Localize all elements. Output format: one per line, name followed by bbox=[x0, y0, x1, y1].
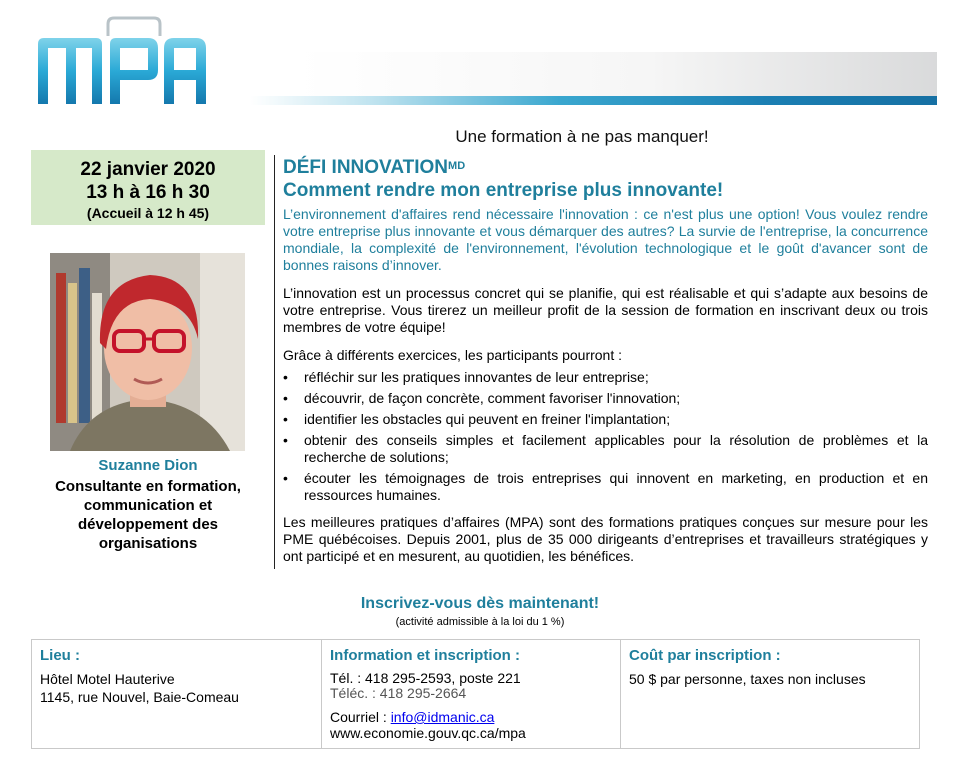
benefits-list bbox=[283, 369, 928, 504]
list-item: • découvrir, de façon concrète, comment favoriser l'innovation; bbox=[283, 390, 928, 407]
location-line-1: Hôtel Motel Hauterive bbox=[40, 671, 175, 687]
column-divider bbox=[274, 155, 275, 569]
mpa-logo bbox=[36, 14, 212, 110]
list-item: • obtenir des conseils simples et facilement applicables pour la résolution de problèmes et la recherche de solutions; bbox=[283, 432, 928, 466]
intro-paragraph: L’environnement d'affaires rend nécessaire l'innovation : ce n'est plus une option! Vous voulez rendre votre entreprise plus innovante et vous démarquer des autres? La survie de l'entreprise, la concurrence mondiale, la complexité de l'environnement, l'évolution technologique et le goût d'avancer sont de bonnes raisons d’innover. bbox=[283, 206, 928, 273]
list-item: • réfléchir sur les pratiques innovantes de leur entreprise; bbox=[283, 369, 928, 386]
contact-heading: Information et inscription : bbox=[330, 647, 520, 664]
contact-email-link[interactable]: info@idmanic.ca bbox=[390, 709, 495, 725]
event-time: 13 h à 16 h 30 bbox=[86, 182, 210, 203]
speaker-photo bbox=[50, 253, 245, 451]
cost-heading: Coût par inscription : bbox=[629, 647, 781, 664]
cost-value: 50 $ par personne, taxes non incluses bbox=[629, 671, 866, 687]
contact-website: www.economie.gouv.qc.ca/mpa bbox=[330, 725, 526, 741]
cost-cell bbox=[621, 640, 919, 748]
contact-email-label: Courriel : bbox=[330, 709, 391, 725]
signup-note: (activité admissible à la loi du 1 %) bbox=[395, 616, 565, 628]
content-subtitle: Comment rendre mon entreprise plus innovante! bbox=[283, 180, 724, 201]
paragraph-1: L’innovation est un processus concret qui se planifie, qui est réalisable et qui s’adapte aux besoins de votre entreprise. Vous tirerez un meilleur profit de la session de formation en inscrivant deux ou trois membres de votre équipe! bbox=[283, 285, 928, 335]
list-item: • identifier les obstacles qui peuvent en freiner l'implantation; bbox=[283, 411, 928, 428]
list-item: • écouter les témoignages de trois entreprises qui innovent en marketing, en production et en ressources humaines. bbox=[283, 470, 928, 504]
location-line-2: 1145, rue Nouvel, Baie-Comeau bbox=[40, 689, 239, 705]
speaker-name: Suzanne Dion bbox=[98, 457, 198, 474]
contact-phone: Tél. : 418 295-2593, poste 221 bbox=[330, 670, 521, 686]
location-heading: Lieu : bbox=[40, 647, 80, 664]
main-content bbox=[283, 156, 928, 565]
content-title bbox=[283, 156, 928, 180]
contact-cell bbox=[322, 640, 621, 748]
list-intro: Grâce à différents exercices, les participants pourront : bbox=[283, 347, 623, 363]
event-date-box bbox=[31, 150, 265, 225]
signup-cta: Inscrivez-vous dès maintenant! bbox=[360, 595, 600, 612]
event-reception: (Accueil à 12 h 45) bbox=[86, 205, 210, 221]
content-title-text: DÉFI INNOVATION bbox=[283, 157, 449, 178]
speaker-title: Consultante en formation, communication et développement des organisations bbox=[55, 478, 241, 552]
contact-fax: Téléc. : 418 295-2664 bbox=[330, 685, 467, 701]
info-table bbox=[31, 639, 920, 749]
header-accent-line bbox=[250, 96, 937, 105]
paragraph-2: Les meilleures pratiques d’affaires (MPA) sont des formations pratiques conçues sur mesure pour les PME québécoises. Depuis 2001, plus de 35 000 dirigeants d’entreprises et travailleurs stratégiques y ont participé et en mesurent, au quotidien, les bénéfices. bbox=[283, 514, 928, 564]
trademark-mark: MD bbox=[448, 160, 466, 172]
event-date: 22 janvier 2020 bbox=[80, 159, 216, 180]
tagline: Une formation à ne pas manquer! bbox=[455, 127, 709, 146]
location-cell bbox=[32, 640, 322, 748]
